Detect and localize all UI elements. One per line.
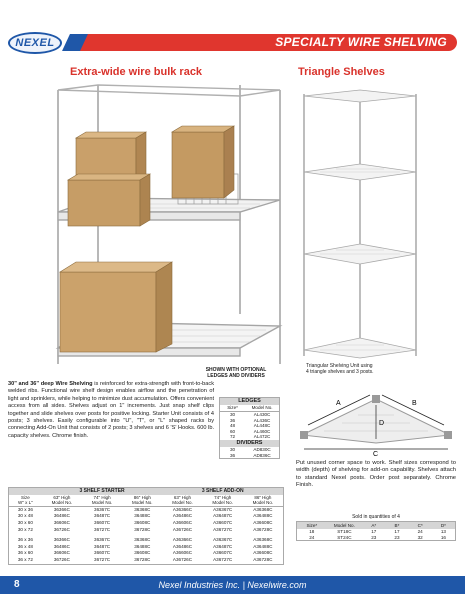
header-cell: Size <box>21 495 30 500</box>
triangle-table-rows <box>297 529 455 540</box>
model-cell: 36488C <box>134 513 151 519</box>
model-cell: 36367C <box>94 537 111 543</box>
table-rows-36 <box>9 537 283 563</box>
corner-shelf-diagram <box>296 385 456 457</box>
caption-line: SHOWN WITH OPTIONAL <box>205 367 267 373</box>
triangle-description: Put unused corner space to work. Shelf sizes correspond to width (depth) of shelving for add-on capability. Shelves attach to standard Nexel posts. Order post separately. Chrome Finish. <box>296 460 456 489</box>
caption-line: Triangular Shelving Unit using <box>306 363 373 369</box>
data-cell: 23 <box>371 534 377 540</box>
header-cell: W" x L" <box>18 500 33 506</box>
table-row <box>9 544 283 551</box>
nexel-logo <box>8 32 62 54</box>
model-cell: AL430C <box>253 412 271 417</box>
ledges-header <box>220 405 279 412</box>
model-cell: 36607C <box>94 550 111 556</box>
header-cell: 74" High <box>214 495 232 500</box>
model-cell: 36728C <box>134 556 151 562</box>
data-cell: 18 <box>309 529 315 534</box>
model-cell: 36368C <box>134 506 151 512</box>
size-cell: 36 x 36 <box>17 537 33 543</box>
model-cell: A36608C <box>253 550 273 556</box>
size-cell: 30 <box>230 412 236 417</box>
model-cell: 36726C <box>53 526 70 532</box>
starter-group-label: 3 SHELF STARTER <box>79 488 125 494</box>
model-cell: 36368C <box>134 537 151 543</box>
model-cell: AL436C <box>253 417 271 423</box>
ledges-rows <box>220 412 279 440</box>
ledges-title: LEDGES <box>220 398 279 405</box>
triangle-unit-illustration <box>296 84 426 362</box>
bulk-rack-description <box>8 381 214 440</box>
model-cell: 36366C <box>53 506 70 512</box>
header-cell: Model No. <box>212 500 233 506</box>
data-cell: ST18C <box>337 529 352 534</box>
header-cell: Model No. <box>172 500 193 506</box>
model-cell: A36726C <box>172 556 193 562</box>
model-cell: 36608C <box>134 520 151 525</box>
header-cell: Model No. <box>132 500 153 506</box>
table-row <box>297 535 455 541</box>
model-cell: AL460C <box>253 428 271 434</box>
dividers-rows <box>220 447 279 458</box>
logo-text: NEXEL <box>15 37 55 49</box>
model-cell: AD830C <box>253 446 271 452</box>
model-cell: AD836C <box>253 452 271 458</box>
bulk-rack-illustration <box>40 82 300 372</box>
triangle-table-header <box>297 522 455 529</box>
size-cell: 48 <box>230 423 236 429</box>
model-cell: 36727C <box>94 526 111 532</box>
model-cell: A36486C <box>172 513 193 519</box>
model-cell: 36488C <box>134 543 151 549</box>
data-cell: 17 <box>394 529 400 534</box>
divider-row <box>220 453 279 459</box>
triangle-caption <box>306 363 424 375</box>
size-cell: 36 x 48 <box>17 543 33 549</box>
model-cell: A36727C <box>213 526 233 532</box>
model-cell: A36366C <box>172 537 193 543</box>
addon-group-label: 3 SHELF ADD-ON <box>201 488 244 494</box>
table-row <box>9 520 283 527</box>
sold-quantity-note: Sold in quantities of 4 <box>352 514 400 520</box>
table-rows-30 <box>9 507 283 533</box>
size-cell: 30 <box>230 446 236 452</box>
empty-cell <box>9 488 42 495</box>
header-cell: 63" High <box>53 495 71 500</box>
model-cell: A36366C <box>172 506 193 512</box>
size-cell: 36 x 60 <box>17 550 33 556</box>
model-cell: 36727C <box>94 556 111 562</box>
caption-line: LEDGES AND DIVIDERS <box>207 373 265 379</box>
header-cell: 86" High <box>133 495 151 500</box>
model-cell: A36487C <box>213 543 233 549</box>
table-row <box>9 527 283 534</box>
model-cell: 36606C <box>53 520 70 525</box>
dimension-b-label: B <box>412 400 417 407</box>
footer-bar <box>0 576 465 594</box>
triangle-shelves-title: Triangle Shelves <box>298 66 385 78</box>
triangle-model-table <box>296 521 456 541</box>
desc-text: is reinforced for extra-strength with front-to-back welded ribs. Functional wire shelf design enables airflow and the penetration of light and sprinklers, while helping to minimize dust accumulation. Offers convenient access from all sides. Shelves adjust on 1" increments. Just snap shelf clips together and slide shelves over posts for positive locking. Starter Unit consists of 4 posts; 3 shelves. Easily configurable into "U", "T", or "L" shaped racks by connecting Add-On Unit that consists of 2 posts; 3 shelves and 6 'S' Hooks. 600 lb. capacity shelves. Chrome finish. <box>8 381 215 439</box>
model-cell: A36728C <box>253 556 273 562</box>
bulk-rack-caption <box>186 367 286 379</box>
page-number: 8 <box>14 579 20 590</box>
data-cell: 23 <box>394 534 400 540</box>
size-cell: 30 x 48 <box>17 513 33 519</box>
shelving-model-table <box>8 487 284 565</box>
bulk-rack-title: Extra-wide wire bulk rack <box>70 66 203 78</box>
dimension-c-label: C <box>373 451 379 457</box>
size-cell: 72 <box>230 434 236 440</box>
header-cell: Model No. <box>333 523 355 528</box>
data-cell: 16 <box>440 534 446 540</box>
model-cell: A36606C <box>172 550 193 556</box>
header-cell: C* <box>417 523 423 528</box>
header-cell: B* <box>394 523 400 528</box>
ledges-table <box>219 397 280 459</box>
model-cell: A36368C <box>253 537 273 543</box>
model-cell: AL448C <box>253 423 271 429</box>
model-cell: 36486C <box>53 513 70 519</box>
page-title: SPECIALTY WIRE SHELVING <box>275 35 447 49</box>
model-cell: A36727C <box>213 556 233 562</box>
header-banner <box>74 34 457 51</box>
size-cell: 30 x 72 <box>17 526 33 532</box>
header-cell: Model No. <box>252 500 274 506</box>
model-cell: 36487C <box>94 543 111 549</box>
dimension-d-label: D <box>379 420 385 427</box>
model-cell: A36726C <box>172 526 193 532</box>
size-cell: 36 x 72 <box>17 556 33 562</box>
size-cell: 36 <box>230 452 236 458</box>
model-cell: 36606C <box>53 550 70 556</box>
model-cell: 36608C <box>134 550 151 556</box>
data-cell: 13 <box>440 529 446 534</box>
data-cell: 32 <box>417 534 423 540</box>
header-cell: Model No. <box>91 500 113 506</box>
table-row <box>9 513 283 520</box>
header-cell: D* <box>440 523 446 528</box>
dividers-title: DIVIDERS <box>220 440 279 447</box>
data-cell: 24 <box>309 534 315 540</box>
header-cell: 63" High <box>173 495 192 500</box>
data-cell: 24 <box>417 529 423 534</box>
model-cell: A36488C <box>253 513 273 519</box>
table-row <box>9 537 283 544</box>
header-cell: A* <box>371 523 377 528</box>
table-row <box>9 557 283 564</box>
desc-bold: 30" and 36" deep Wire Shelving <box>8 381 93 387</box>
model-cell: A36487C <box>213 513 233 519</box>
model-cell: A36367C <box>213 537 233 543</box>
model-cell: 36487C <box>94 513 111 519</box>
model-cell: A36607C <box>213 550 233 556</box>
table-group-header <box>9 488 283 495</box>
model-cell: 36367C <box>94 506 111 512</box>
model-cell: A36606C <box>172 520 193 525</box>
model-cell: 36607C <box>94 520 111 525</box>
header-cell: Size* <box>227 405 238 410</box>
model-cell: A36367C <box>213 506 233 512</box>
data-cell: 17 <box>371 529 377 534</box>
model-cell: A36368C <box>253 506 273 512</box>
table-row <box>9 507 283 514</box>
model-cell: A36486C <box>172 543 193 549</box>
footer-company: Nexel Industries Inc. | Nexelwire.com <box>158 580 307 590</box>
model-cell: 36366C <box>53 537 70 543</box>
data-cell: ST24C <box>337 534 352 540</box>
dimension-a-label: A <box>336 400 341 407</box>
header-cell: 86" High <box>254 495 272 500</box>
header-cell: 74" High <box>93 495 111 500</box>
header-cell: Model No. <box>51 500 73 506</box>
model-cell: 36726C <box>53 556 70 562</box>
model-cell: 36486C <box>53 543 70 549</box>
size-cell: 36 <box>230 417 236 423</box>
size-cell: 30 x 36 <box>17 506 33 512</box>
model-cell: A36608C <box>253 520 273 525</box>
size-cell: 30 x 60 <box>17 520 33 525</box>
header-cell: Size* <box>306 523 318 528</box>
model-cell: AL472C <box>253 434 271 440</box>
table-row <box>9 550 283 557</box>
model-cell: A36488C <box>253 543 273 549</box>
model-cell: A36607C <box>213 520 233 525</box>
model-cell: 36728C <box>134 526 151 532</box>
caption-line: 4 triangle shelves and 3 posts. <box>306 369 374 375</box>
model-cell: A36728C <box>253 526 273 532</box>
size-cell: 60 <box>230 428 236 434</box>
header-cell: Model No. <box>251 405 273 410</box>
